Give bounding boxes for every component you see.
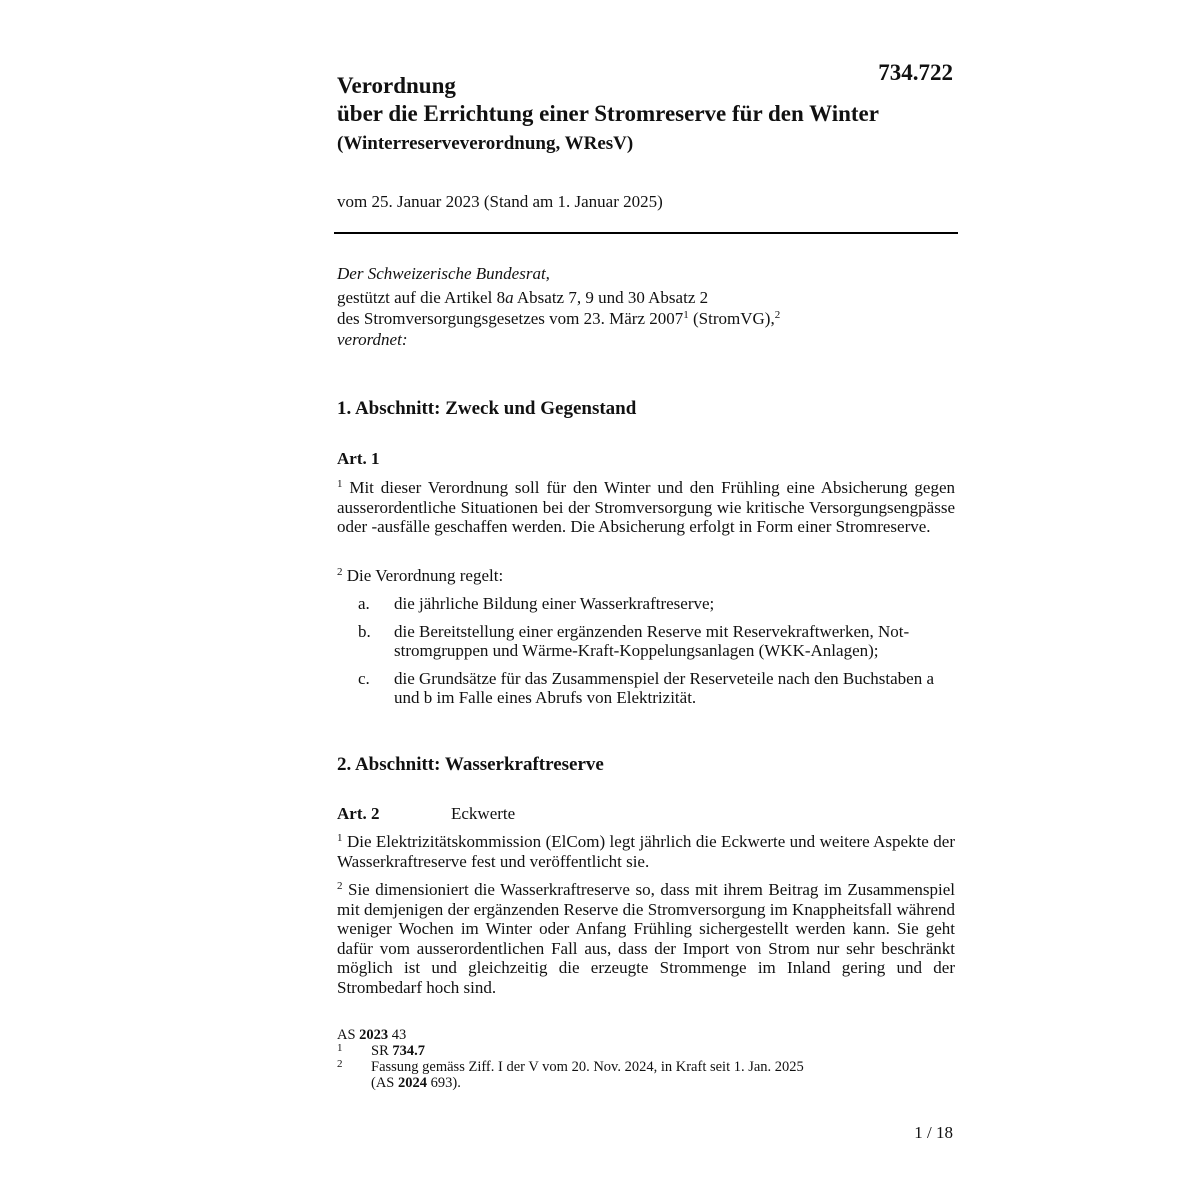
date-line: vom 25. Januar 2023 (Stand am 1. Januar 2025) bbox=[337, 192, 663, 211]
page-number: 1 / 18 bbox=[914, 1123, 953, 1142]
footnote-ref-2[interactable]: 2 bbox=[774, 309, 781, 321]
title-block bbox=[337, 72, 957, 160]
preamble-basis-line2 bbox=[337, 308, 957, 329]
basis-line2-tail: (StromVG), bbox=[688, 309, 775, 328]
basis-part2: Absatz 7, 9 und 30 Absatz 2 bbox=[513, 288, 709, 307]
footnote-2 bbox=[337, 1059, 957, 1091]
article-1-heading bbox=[337, 449, 451, 469]
list-item-letter: a. bbox=[358, 594, 370, 613]
section-1-title: 1. Abschnitt: Zweck und Gegenstand bbox=[337, 398, 637, 419]
footnotes bbox=[337, 1027, 957, 1091]
as-page: 43 bbox=[388, 1027, 407, 1043]
preamble-basis bbox=[337, 287, 957, 308]
list-item-text: die Bereitstellung einer ergänzenden Reserve mit Reservekraftwerken, Notstromgruppen und Wärme-Kraft-Koppelungsanlagen (WKK-Anlagen); bbox=[394, 621, 910, 661]
footnote-2-line2-suffix: 693). bbox=[427, 1075, 461, 1091]
para-number: 2 bbox=[337, 566, 343, 578]
article-1-para-2 bbox=[337, 566, 955, 586]
para-number: 1 bbox=[337, 832, 343, 844]
footnote-ref-1[interactable]: 1 bbox=[683, 309, 689, 321]
title-line-2: über die Errichtung einer Stromreserve für den Winter bbox=[337, 101, 879, 126]
article-2-heading bbox=[337, 804, 515, 824]
para-number: 1 bbox=[337, 478, 343, 490]
list-item bbox=[337, 669, 955, 708]
article-1-number: Art. 1 bbox=[337, 449, 380, 468]
list-item-text: die Grundsätze für das Zusammenspiel der Reserveteile nach den Buchstaben a und b im Falle eines Abrufs von Elektrizität. bbox=[394, 668, 935, 708]
para-text: Die Verordnung regelt: bbox=[342, 566, 504, 585]
footnote-number: 2 bbox=[337, 1058, 343, 1070]
header-rule bbox=[334, 232, 958, 234]
title-line-1: Verordnung bbox=[337, 73, 456, 98]
as-reference bbox=[337, 1027, 957, 1043]
footnote-1-prefix: SR bbox=[371, 1043, 393, 1059]
preamble-authority: Der Schweizerische Bundesrat, bbox=[337, 264, 550, 283]
preamble bbox=[337, 263, 957, 350]
article-2-para-2 bbox=[337, 880, 955, 998]
list-item-letter: b. bbox=[358, 621, 371, 641]
document-page bbox=[337, 0, 957, 1200]
basis-part1: gestützt auf die Artikel 8 bbox=[337, 288, 506, 307]
footnote-number: 1 bbox=[337, 1042, 343, 1054]
article-2-title: Eckwerte bbox=[451, 804, 516, 823]
article-2-para-1 bbox=[337, 832, 955, 871]
list-item bbox=[337, 622, 955, 661]
para-text: Mit dieser Verordnung soll für den Winter und den Frühling eine Absicherung gegen ausserordentliche Situationen bei der Stromversorgung wie kritische Versorgungsengpässe oder -ausfälle geschaffen werden. Die Absicherung erfolgt in Form einer Stromreserve. bbox=[337, 478, 955, 537]
para-number: 2 bbox=[337, 880, 343, 892]
section-2-title: 2. Abschnitt: Wasserkraftreserve bbox=[337, 754, 604, 775]
para-text: Die Elektrizitätskommission (ElCom) legt jährlich die Eckwerte und weitere Aspekte der Wasserkraftreserve fest und veröffentlicht sie. bbox=[337, 832, 955, 871]
article-1-list bbox=[337, 594, 955, 716]
basis-line2: des Stromversorgungsgesetzes vom 23. März 2007 bbox=[337, 309, 684, 328]
basis-italic: a bbox=[505, 288, 514, 307]
article-1-para-1 bbox=[337, 478, 955, 537]
as-prefix: AS bbox=[337, 1027, 360, 1043]
footnote-1 bbox=[337, 1043, 957, 1059]
preamble-decree: verordnet: bbox=[337, 330, 408, 349]
footnote-2-line1: Fassung gemäss Ziff. I der V vom 20. Nov. 2024, in Kraft seit 1. Jan. 2025 bbox=[371, 1059, 804, 1075]
list-item bbox=[337, 594, 955, 614]
para-text: Sie dimensioniert die Wasserkraftreserve so, dass mit ihrem Beitrag im Zusammenspiel mit demjenigen der ergänzenden Reserve die Stromversorgung im Knappheitsfall während weniger Wochen im Winter oder Anfang Frühling sichergestellt werden kann. Sie geht dafür vom ausserordentlichen Fall aus, dass der Import von Strom nur sehr beschränkt möglich ist und gleichzeitig die erzeugte Strommenge im Inland gering und der Strombedarf hoch sind. bbox=[337, 880, 955, 997]
footnote-2-year: 2024 bbox=[398, 1075, 427, 1091]
article-2-number: Art. 2 bbox=[337, 804, 380, 823]
footnote-2-line2-prefix: (AS bbox=[371, 1075, 398, 1091]
footnote-1-sr: 734.7 bbox=[392, 1043, 425, 1059]
list-item-letter: c. bbox=[358, 668, 370, 688]
as-year: 2023 bbox=[359, 1027, 389, 1043]
list-item-text: die jährliche Bildung einer Wasserkraftreserve; bbox=[394, 594, 715, 613]
short-title: (Winterreserveverordnung, WResV) bbox=[337, 133, 634, 154]
sr-number: 734.722 bbox=[878, 60, 953, 85]
